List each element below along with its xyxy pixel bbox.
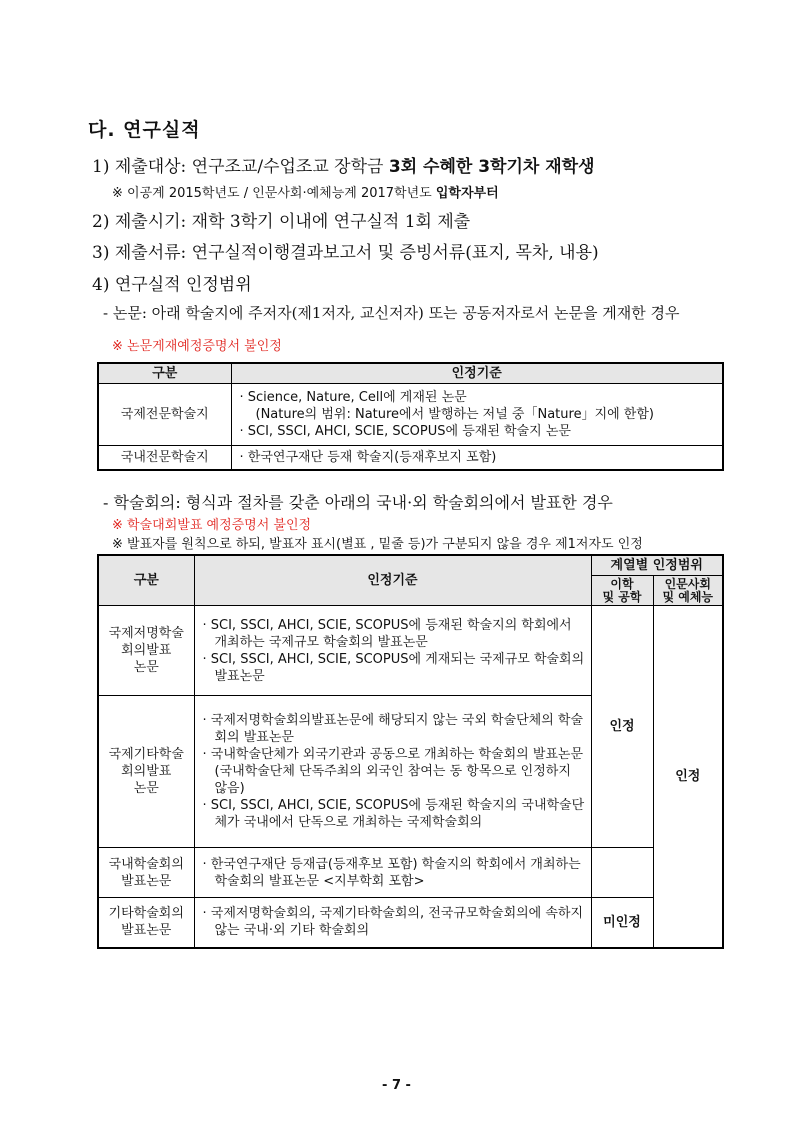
item-1-text: 1) 제출대상: 연구조교/수업조교 장학금 <box>92 157 389 177</box>
t2-header-criteria: 인정기준 <box>194 555 591 606</box>
t1-row2-c1: · 한국연구재단 등재 학술지(등재후보지 포함) <box>239 450 497 465</box>
t2-r1-c2: · SCI, SSCI, AHCI, SCIE, SCOPUS에 게재되는 국제규모 학술회의 발표논문 <box>202 651 585 684</box>
t2-r4-label: 기타학술회의 발표논문 <box>98 898 194 948</box>
conf-bullet: - 학술회의: 형식과 절차를 갖춘 아래의 국내·외 학술회의에서 발표한 경우 <box>103 493 613 512</box>
t2-hum-recognized: 인정 <box>653 606 723 948</box>
conference-table <box>97 554 724 949</box>
journal-table <box>97 362 724 471</box>
t1-row1-c1: · Science, Nature, Cell에 게재된 논문 <box>239 390 467 405</box>
t2-r4-c1: · 국제저명학술회의, 국제기타학술회의, 전국규모학술회의에 속하지 않는 국내·외 기타 학술회의 <box>202 906 584 939</box>
section-heading: 다. 연구실적 <box>88 119 201 141</box>
t2-r2-c2: · 국내학술단체가 외국기관과 공동으로 개최하는 학술회의 발표논문(국내학술단체 단독주최의 외국인 참여는 동 항목으로 인정하지 않음) <box>202 747 584 796</box>
note-1-text: ※ 이공계 2015학년도 / 인문사회·예체능계 2017학년도 <box>112 186 436 201</box>
t1-row1-criteria <box>231 384 723 446</box>
t2-r1-c1: · SCI, SSCI, AHCI, SCIE, SCOPUS에 등재된 학술지의 학회에서 개최하는 국제규모 학술회의 발표논문 <box>202 617 572 650</box>
t2-r4-criteria <box>194 898 591 948</box>
paper-note: ※ 논문게재예정증명서 불인정 <box>112 339 282 354</box>
t2-r2-label: 국제기타학술 회의발표 논문 <box>98 696 194 848</box>
t2-r3-label: 국내학술회의 발표논문 <box>98 848 194 898</box>
item-1-bold: 3회 수혜한 3학기차 재학생 <box>388 157 595 177</box>
item-2: 2) 제출시기: 재학 3학기 이내에 연구실적 1회 제출 <box>92 212 471 232</box>
t1-row1-label: 국제전문학술지 <box>98 384 231 446</box>
t2-r3-c1: · 한국연구재단 등재급(등재후보 포함) 학술지의 학회에서 개최하는 학술회의 발표논문 <지부학회 포함> <box>202 856 581 889</box>
item-1 <box>92 152 595 177</box>
t2-r3-sci-empty <box>591 848 653 898</box>
t2-header-gubun: 구분 <box>98 555 194 606</box>
t2-header-sci: 이학 및 공학 <box>591 576 653 606</box>
note-1 <box>112 182 499 201</box>
t1-row2-label: 국내전문학술지 <box>98 446 231 471</box>
t2-sci-not-recognized: 미인정 <box>591 898 653 948</box>
t1-row1-c2: (Nature의 범위: Nature에서 발행하는 저널 중「Nature」지에 한함) <box>255 407 654 422</box>
conf-note-red: ※ 학술대회발표 예정증명서 불인정 <box>112 518 312 533</box>
t2-r2-c1: · 국제저명학술회의발표논문에 해당되지 않는 국외 학술단체의 학술회의 발표논문 <box>202 713 584 745</box>
t2-header-range: 계열별 인정범위 <box>591 555 723 576</box>
t1-row2-criteria <box>231 446 723 471</box>
t2-r1-criteria <box>194 606 591 696</box>
t1-header-criteria: 인정기준 <box>231 363 723 384</box>
page-number: - 7 - <box>382 1078 411 1093</box>
t2-r2-criteria <box>194 696 591 848</box>
t1-row1-c3: · SCI, SSCI, AHCI, SCIE, SCOPUS에 등재된 학술지 논문 <box>239 424 571 439</box>
t2-r1-label: 국제저명학술 회의발표 논문 <box>98 606 194 696</box>
item-4: 4) 연구실적 인정범위 <box>92 275 252 295</box>
t2-header-hum: 인문사회 및 예체능 <box>653 576 723 606</box>
conf-note-2: ※ 발표자를 원칙으로 하되, 발표자 표시(별표 , 밑줄 등)가 구분되지 않을 경우 제1저자도 인정 <box>112 537 643 552</box>
note-1-bold: 입학자부터 <box>435 186 499 201</box>
item-3: 3) 제출서류: 연구실적이행결과보고서 및 증빙서류(표지, 목차, 내용) <box>92 243 599 263</box>
t1-header-gubun: 구분 <box>98 363 231 384</box>
t2-sci-recognized: 인정 <box>591 606 653 848</box>
t2-r2-c3: · SCI, SSCI, AHCI, SCIE, SCOPUS에 등재된 학술지의 국내학술단체가 국내에서 단독으로 개최하는 국제학술회의 <box>202 798 585 830</box>
t2-r3-criteria <box>194 848 591 898</box>
paper-bullet: - 논문: 아래 학술지에 주저자(제1저자, 교신저자) 또는 공동저자로서 논문을 게재한 경우 <box>103 304 680 322</box>
